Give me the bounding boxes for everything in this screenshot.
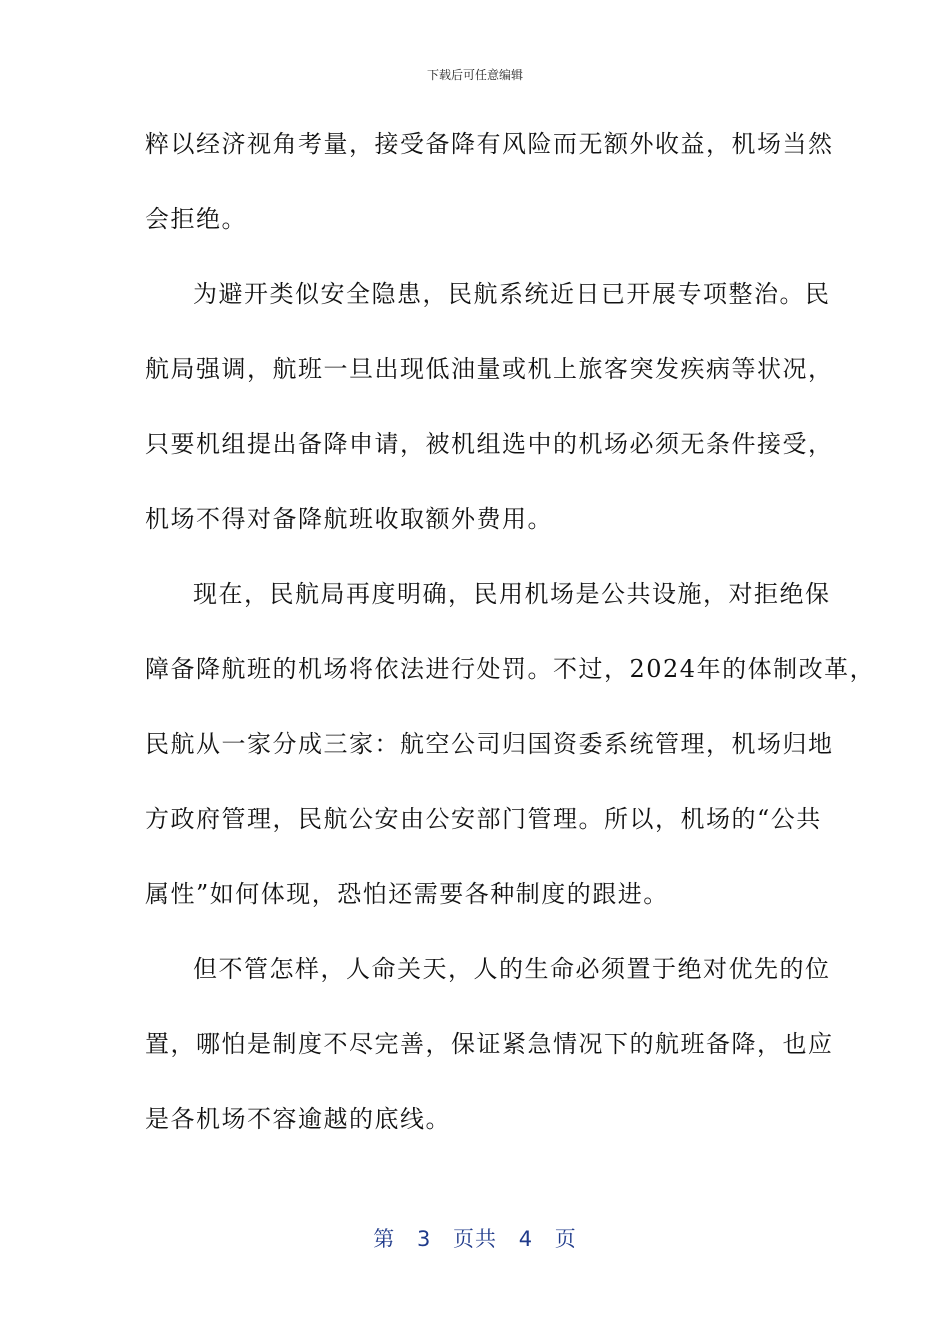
document-body: [145, 118, 876, 1168]
text-line: 民航从一家分成三家：航空公司归国资委系统管理，机场归地: [145, 730, 834, 758]
text-line: 障备降航班的机场将依法进行处罚。不过，2024年的体制改革，: [145, 655, 876, 683]
text-line: 是各机场不容逾越的底线。: [145, 1105, 451, 1133]
page-prefix: 第: [373, 1227, 396, 1251]
paragraph-start-line: 为避开类似安全隐患，民航系统近日已开展专项整治。民: [193, 280, 831, 308]
paragraph-start-line: 但不管怎样，人命关天，人的生命必须置于绝对优先的位: [193, 955, 831, 983]
page-mid: 页共: [453, 1227, 497, 1251]
text-line: 只要机组提出备降申请，被机组选中的机场必须无条件接受，: [145, 430, 834, 458]
page-suffix: 页: [554, 1227, 577, 1251]
text-line: 会拒绝。: [145, 205, 247, 233]
page-number-footer: [0, 1223, 950, 1253]
text-line: 属性”如何体现，恐怕还需要各种制度的跟进。: [145, 880, 669, 908]
text-line: 置，哪怕是制度不尽完善，保证紧急情况下的航班备降，也应: [145, 1030, 834, 1058]
text-line: 粹以经济视角考量，接受备降有风险而无额外收益，机场当然: [145, 130, 834, 158]
text-line: 航局强调，航班一旦出现低油量或机上旅客突发疾病等状况，: [145, 355, 834, 383]
paragraph-start-line: 现在，民航局再度明确，民用机场是公共设施，对拒绝保: [193, 580, 831, 608]
current-page-number: 3: [416, 1227, 432, 1251]
total-pages-number: 4: [518, 1227, 534, 1251]
page-header-note: 下载后可任意编辑: [426, 68, 523, 82]
text-line: 方政府管理，民航公安由公安部门管理。所以，机场的“公共: [145, 805, 822, 833]
text-line: 机场不得对备降航班收取额外费用。: [145, 505, 553, 533]
